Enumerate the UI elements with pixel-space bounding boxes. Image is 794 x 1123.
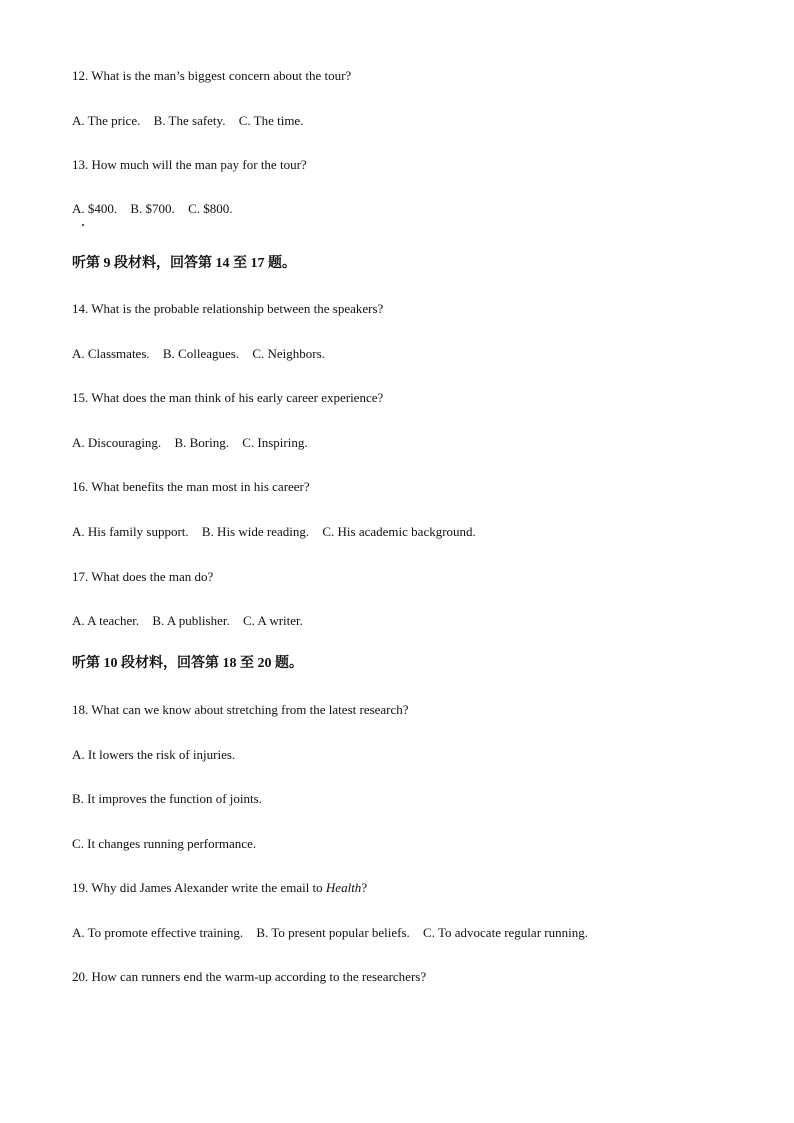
- question-13: 13. How much will the man pay for the tour?: [72, 157, 307, 172]
- option-a: A. To promote effective training.: [72, 925, 244, 940]
- question-14: 14. What is the probable relationship between the speakers?: [72, 301, 384, 316]
- option-b: B. The safety.: [153, 113, 226, 128]
- options-17: [72, 613, 313, 629]
- option-a: A. Discouraging.: [72, 435, 162, 450]
- question-16: 16. What benefits the man most in his career?: [72, 479, 310, 494]
- option-c: C. Neighbors.: [252, 346, 325, 361]
- option-b: B. To present popular beliefs.: [256, 925, 410, 940]
- options-16: [72, 524, 486, 540]
- option-18-b: B. It improves the function of joints.: [72, 791, 262, 806]
- option-c: C. $800.: [188, 201, 233, 216]
- option-c: C. His academic background.: [322, 524, 476, 539]
- question-19-text: 19. Why did James Alexander write the email to: [72, 880, 326, 895]
- question-19: [72, 880, 367, 896]
- option-b: B. $700.: [130, 201, 175, 216]
- option-c: C. To advocate regular running.: [423, 925, 588, 940]
- option-b: B. His wide reading.: [201, 524, 310, 539]
- options-14: [72, 346, 335, 362]
- question-12: 12. What is the man’s biggest concern about the tour?: [72, 68, 352, 83]
- option-a: A. Classmates.: [72, 346, 150, 361]
- question-18: 18. What can we know about stretching from the latest research?: [72, 702, 409, 717]
- options-15: [72, 435, 318, 451]
- option-a: A. The price.: [72, 113, 141, 128]
- option-c: C. Inspiring.: [242, 435, 308, 450]
- question-15: 15. What does the man think of his early career experience?: [72, 390, 384, 405]
- option-c: C. The time.: [238, 113, 304, 128]
- option-18-c: C. It changes running performance.: [72, 836, 257, 851]
- section-heading-9: 听第 9 段材料，回答第 14 至 17 题。: [72, 256, 296, 271]
- option-a: A. His family support.: [72, 524, 189, 539]
- scan-speck: [82, 224, 84, 226]
- question-19-italic: Health: [325, 880, 362, 895]
- options-13: [72, 201, 242, 217]
- option-a: A. A teacher.: [72, 613, 140, 628]
- option-c: C. A writer.: [242, 613, 303, 628]
- question-19-end: ?: [361, 880, 368, 895]
- question-17: 17. What does the man do?: [72, 569, 214, 584]
- option-a: A. $400.: [72, 201, 118, 216]
- options-19: [72, 925, 598, 941]
- section-heading-10: 听第 10 段材料，回答第 18 至 20 题。: [72, 656, 303, 671]
- option-b: B. Boring.: [174, 435, 229, 450]
- question-20: 20. How can runners end the warm-up according to the researchers?: [72, 969, 427, 984]
- option-18-a: A. It lowers the risk of injuries.: [72, 747, 236, 762]
- options-12: [72, 113, 313, 129]
- option-b: B. A publisher.: [152, 613, 230, 628]
- option-b: B. Colleagues.: [162, 346, 240, 361]
